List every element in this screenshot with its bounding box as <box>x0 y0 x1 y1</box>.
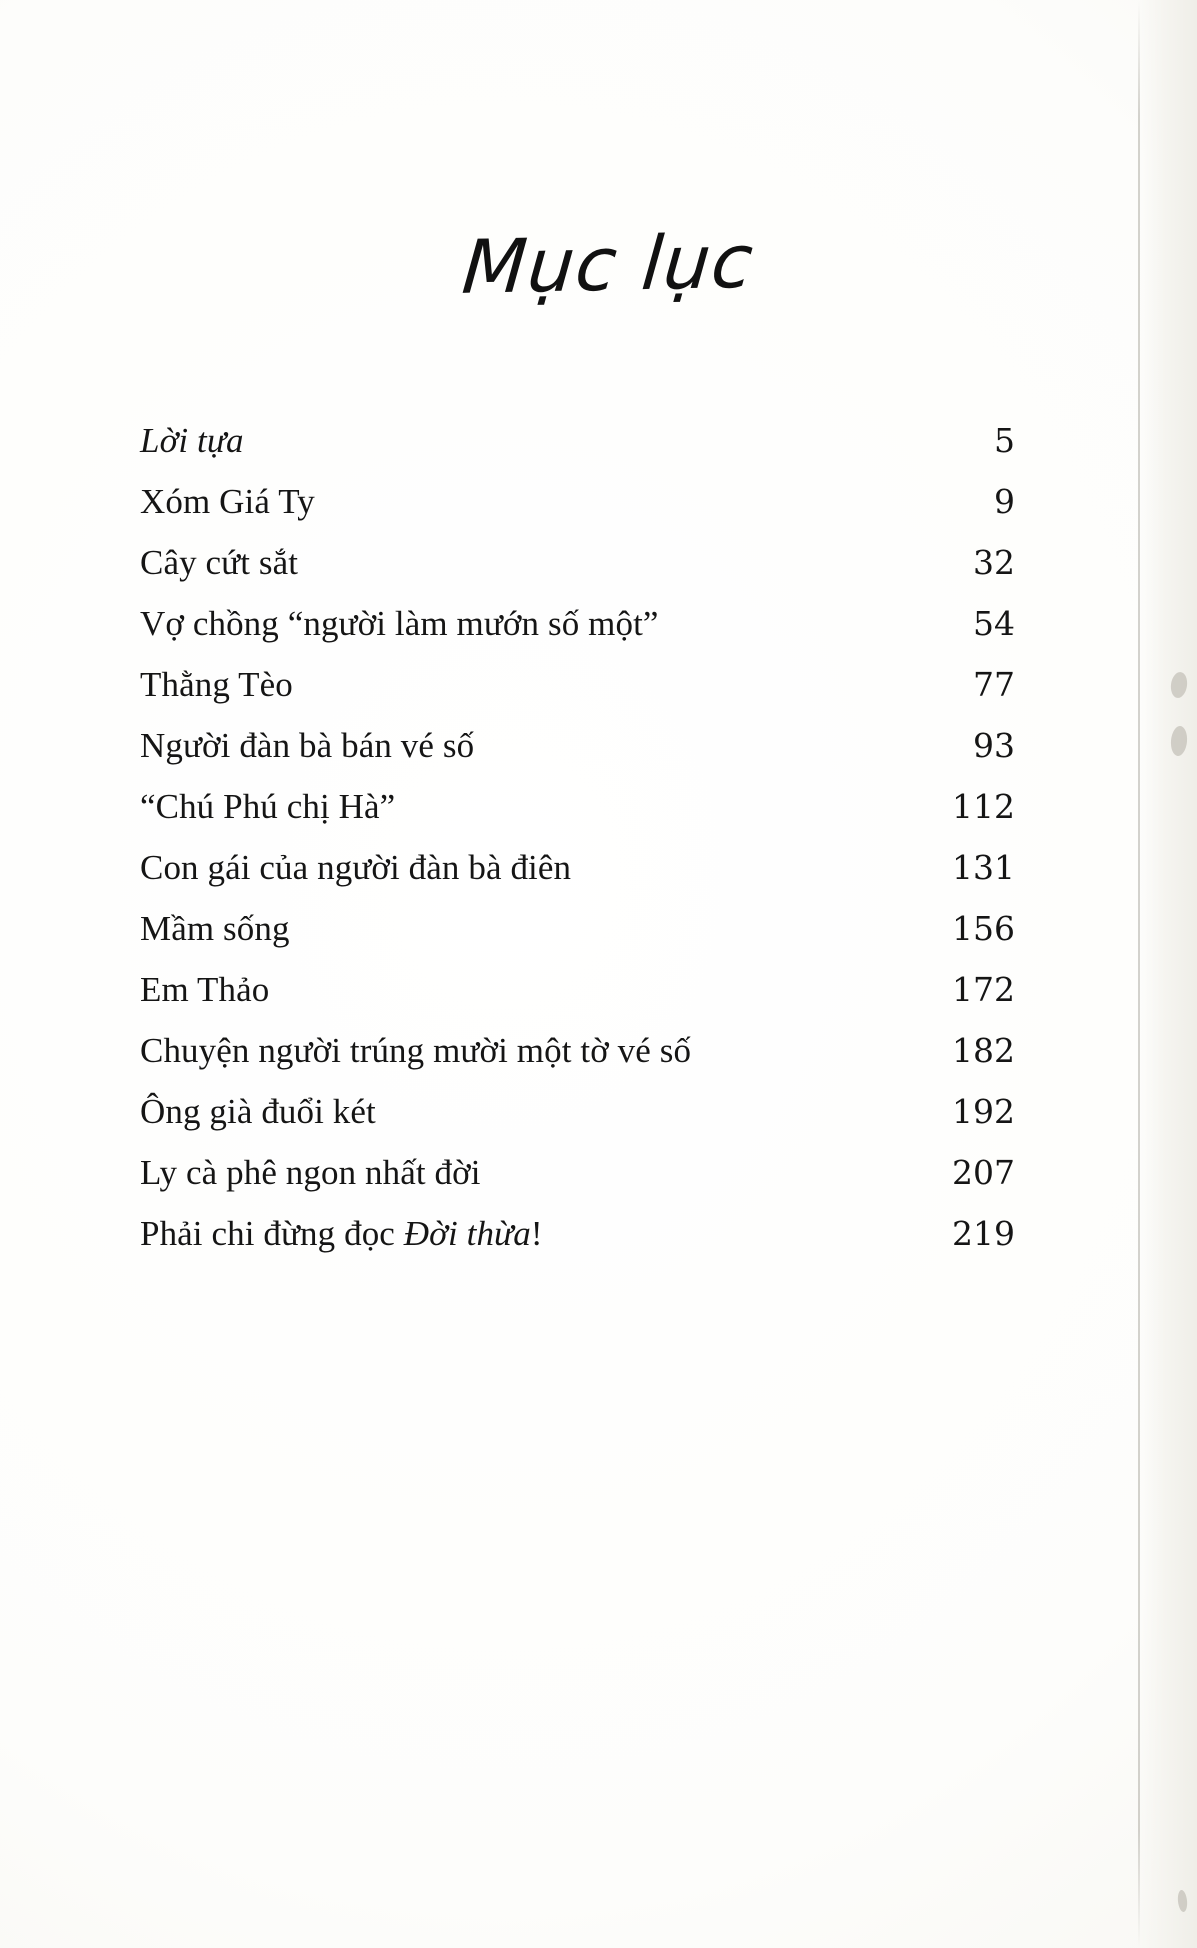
toc-entry-title: Thằng Tèo <box>140 665 293 704</box>
toc-entry[interactable] <box>140 603 1015 664</box>
toc-entry-title: Vợ chồng “người làm mướn số một” <box>140 604 659 643</box>
toc-entry-title: Con gái của người đàn bà điên <box>140 848 572 887</box>
toc-entry[interactable] <box>140 1213 1015 1274</box>
toc-entry-title: Ông già đuổi két <box>140 1092 376 1131</box>
toc-entry-title: Ly cà phê ngon nhất đời <box>140 1153 481 1192</box>
table-of-contents <box>140 420 1015 1274</box>
toc-entry-page-number: 156 <box>952 909 1015 948</box>
toc-entry[interactable] <box>140 481 1015 542</box>
paper-crease-mark <box>1177 1890 1188 1913</box>
paper-crease-mark <box>1169 671 1188 699</box>
toc-entry-page-number: 131 <box>952 848 1015 887</box>
toc-entry-title: Mầm sống <box>140 909 290 948</box>
paper-crease-mark <box>1170 725 1189 756</box>
toc-entry-title: Lời tựa <box>140 421 244 460</box>
toc-entry[interactable] <box>140 542 1015 603</box>
toc-entry-page-number: 77 <box>973 665 1015 704</box>
toc-entry-title: Người đàn bà bán vé số <box>140 726 475 765</box>
toc-entry-title-tail: ! <box>530 1214 543 1253</box>
toc-entry[interactable] <box>140 786 1015 847</box>
toc-entry-title: Chuyện người trúng mười một tờ vé số <box>140 1031 692 1070</box>
toc-entry-page-number: 182 <box>952 1031 1015 1070</box>
toc-entry-title: Xóm Giá Ty <box>140 482 315 521</box>
toc-entry-title: “Chú Phú chị Hà” <box>140 787 396 826</box>
toc-entry[interactable] <box>140 969 1015 1030</box>
toc-entry-page-number: 192 <box>952 1092 1015 1131</box>
toc-entry-page-number: 5 <box>994 421 1015 460</box>
toc-entry-page-number: 32 <box>973 543 1015 582</box>
toc-entry-page-number: 172 <box>952 970 1015 1009</box>
toc-entry-title <box>140 1213 543 1254</box>
page-title <box>0 218 1197 311</box>
toc-entry[interactable] <box>140 1152 1015 1213</box>
toc-entry-title: Em Thảo <box>140 970 270 1009</box>
toc-entry-title: Cây cứt sắt <box>140 543 299 582</box>
toc-entry[interactable] <box>140 725 1015 786</box>
toc-entry[interactable] <box>140 1091 1015 1152</box>
toc-entry-title-emphasis: Đời thừa <box>403 1214 531 1253</box>
toc-entry[interactable] <box>140 847 1015 908</box>
toc-entry[interactable] <box>140 664 1015 725</box>
toc-entry-page-number: 112 <box>952 787 1015 826</box>
toc-entry[interactable] <box>140 1030 1015 1091</box>
toc-entry-page-number: 207 <box>952 1153 1015 1192</box>
toc-entry-page-number: 93 <box>973 726 1015 765</box>
toc-entry-page-number: 219 <box>952 1214 1015 1253</box>
toc-entry[interactable] <box>140 420 1015 481</box>
toc-entry-title-plain: Phải chi đừng đọc <box>140 1214 404 1253</box>
toc-entry-page-number: 9 <box>994 482 1015 521</box>
toc-entry[interactable] <box>140 908 1015 969</box>
page-title-text: Mục lục <box>459 218 758 311</box>
toc-entry-page-number: 54 <box>973 604 1015 643</box>
